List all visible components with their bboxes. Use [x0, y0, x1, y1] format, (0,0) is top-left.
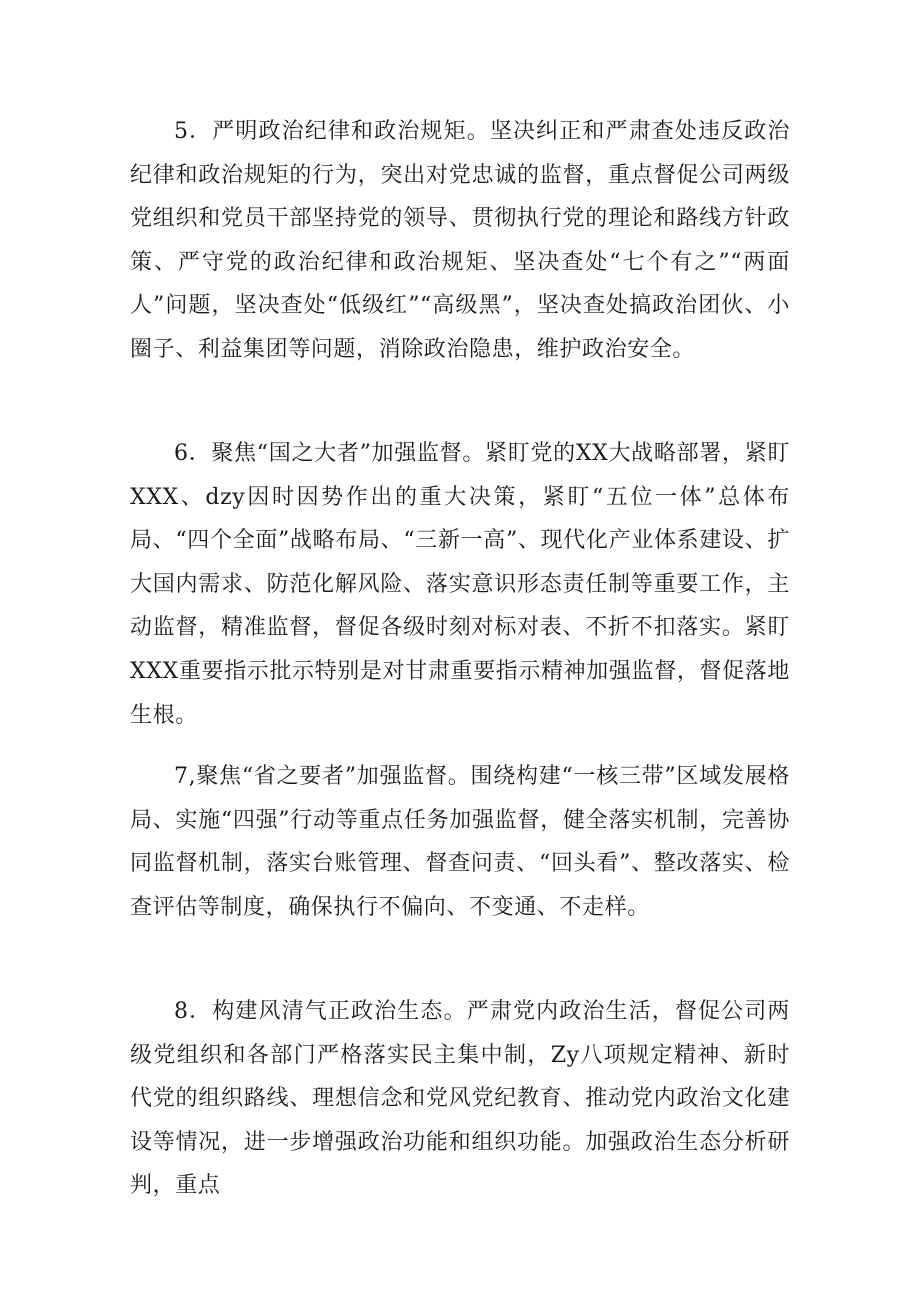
paragraph-8: 8．构建风清气正政治生态。严肃党内政治生活，督促公司两级党组织和各部门严格落实民主集中制，Zy八项规定精神、新时代党的组织路线、理想信念和党风党纪教育、推动党内政治文化建设等情况，进一步增强政治功能和组织功能。加强政治生态分析研判，重点 — [130, 999, 790, 1199]
paragraph-5: 5．严明政治纪律和政治规矩。坚决纠正和严肃查处违反政治纪律和政治规矩的行为，突出对党忠诚的监督，重点督促公司两级党组织和党员干部坚持党的领导、贯彻执行党的理论和路线方针政策、严守党的政治纪律和政治规矩、坚决查处“七个有之”“两面人”问题，坚决查处“低级红”“高级黑”，坚决查处搞政治团伙、小圈子、利益集团等问题，消除政治隐患，维护政治安全。 — [130, 119, 790, 362]
paragraph-6: 6．聚焦“国之大者”加强监督。紧盯党的XX大战略部署，紧盯XXX、dzy因时因势作出的重大决策，紧盯“五位一体”总体布局、“四个全面”战略布局、“三新一高”、现代化产业体系建设、扩大国内需求、防范化解风险、落实意识形态责任制等重要工作，主动监督，精准监督，督促各级时刻对标对表、不折不扣落实。紧盯XXX重要指示批示特别是对甘肃重要指示精神加强监督，督促落地生根。 — [130, 441, 790, 728]
paragraph-7: 7,聚焦“省之要者”加强监督。围绕构建“一核三带”区域发展格局、实施“四强”行动等重点任务加强监督，健全落实机制，完善协同监督机制，落实台账管理、督查问责、“回头看”、整改落实、检查评估等制度，确保执行不偏向、不变通、不走样。 — [130, 764, 790, 920]
